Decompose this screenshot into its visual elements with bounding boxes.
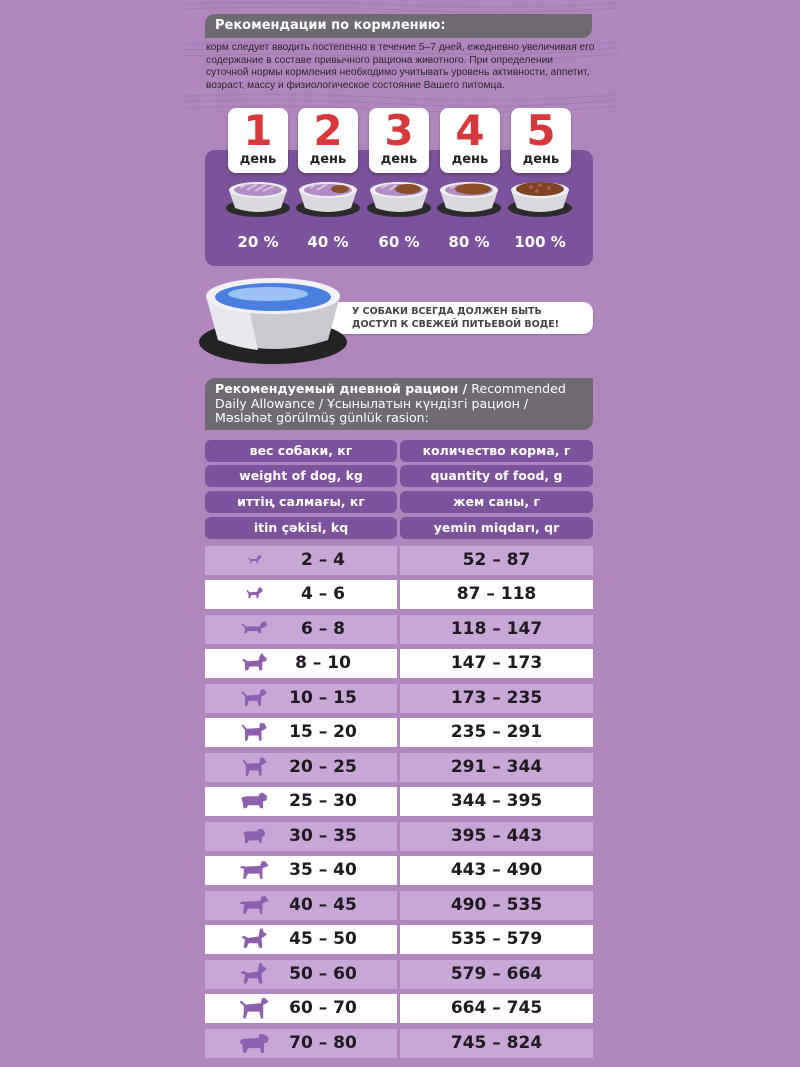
- daily-ration-title: [205, 378, 593, 430]
- day-label: день: [522, 152, 560, 167]
- weight-cell: 40 – 45: [205, 891, 397, 920]
- weight-cell: 8 – 10: [205, 649, 397, 678]
- dog-silhouette-icon: [239, 790, 269, 813]
- day-card-2: [298, 108, 358, 173]
- dog-silhouette-icon: [239, 721, 269, 744]
- food-cell: 535 – 579: [400, 925, 593, 954]
- dog-silhouette-icon: [239, 618, 269, 641]
- food-cell: 291 – 344: [400, 753, 593, 782]
- food-bowl-icon: [295, 178, 361, 220]
- weight-cell: 20 – 25: [205, 753, 397, 782]
- header-food-ru: количество корма, г: [400, 440, 593, 462]
- day-number: 2: [313, 106, 343, 155]
- dog-silhouette-icon: [237, 894, 271, 917]
- day-card-4: [440, 108, 500, 173]
- header-food-az: yemin miqdarı, qr: [400, 517, 593, 539]
- food-cell: 173 – 235: [400, 684, 593, 713]
- table-row: [205, 615, 593, 644]
- food-cell: 745 – 824: [400, 1029, 593, 1058]
- dog-silhouette-icon: [239, 652, 269, 675]
- dog-silhouette-icon: [243, 583, 265, 606]
- dog-silhouette-icon: [237, 1032, 271, 1055]
- dog-silhouette-icon: [245, 549, 263, 572]
- weight-cell: 15 – 20: [205, 718, 397, 747]
- food-cell: 344 – 395: [400, 787, 593, 816]
- food-cell: 147 – 173: [400, 649, 593, 678]
- table-row: [205, 546, 593, 575]
- water-notice-text: [352, 305, 582, 331]
- day-card-3: [369, 108, 429, 173]
- daily-ration-title-bold: Рекомендуемый дневной рацион /: [215, 381, 468, 396]
- food-cell: 235 – 291: [400, 718, 593, 747]
- food-bowl-icon: [225, 178, 291, 220]
- percent-label: 20 %: [237, 233, 279, 251]
- day-number: 5: [526, 106, 556, 155]
- percent-label: 100 %: [514, 233, 566, 251]
- table-row: [205, 684, 593, 713]
- dog-silhouette-icon: [239, 928, 269, 951]
- weight-cell: 25 – 30: [205, 787, 397, 816]
- table-row: [205, 787, 593, 816]
- table-row: [205, 1029, 593, 1058]
- table-row: [205, 649, 593, 678]
- food-cell: 395 – 443: [400, 822, 593, 851]
- food-cell: 443 – 490: [400, 856, 593, 885]
- day-number: 1: [243, 106, 273, 155]
- food-cell: 664 – 745: [400, 994, 593, 1023]
- water-notice-line: ДОСТУП К СВЕЖЕЙ ПИТЬЕВОЙ ВОДЕ!: [352, 319, 560, 330]
- table-row: [205, 925, 593, 954]
- header-food-kk: жем саны, г: [400, 491, 593, 513]
- feeding-instructions-text: корм следует вводить постепенно в течение 5–7 дней, ежедневно увеличивая его содержание в составе привычного рациона животного. При определении суточной нормы кормления необходимо учитывать уровень активности, аппетит, возраст, массу и физиологическое состояние Вашего питомца.: [206, 42, 595, 91]
- day-number: 3: [384, 106, 414, 155]
- day-label: день: [380, 152, 418, 167]
- day-label: день: [239, 152, 277, 167]
- weight-cell: 45 – 50: [205, 925, 397, 954]
- table-row: [205, 822, 593, 851]
- table-row: [205, 718, 593, 747]
- weight-cell: 2 – 4: [205, 546, 397, 575]
- food-cell: 87 – 118: [400, 580, 593, 609]
- food-cell: 579 – 664: [400, 960, 593, 989]
- day-label: день: [309, 152, 347, 167]
- food-cell: 52 – 87: [400, 546, 593, 575]
- table-row: [205, 753, 593, 782]
- food-cell: 490 – 535: [400, 891, 593, 920]
- dog-silhouette-icon: [239, 687, 269, 710]
- dog-silhouette-icon: [239, 756, 269, 779]
- weight-cell: 4 – 6: [205, 580, 397, 609]
- weight-cell: 30 – 35: [205, 822, 397, 851]
- dog-silhouette-icon: [239, 963, 269, 986]
- day-number: 4: [455, 106, 485, 155]
- food-bowl-icon: [366, 178, 432, 220]
- header-weight-kk: иттің салмағы, кг: [205, 491, 397, 513]
- weight-cell: 35 – 40: [205, 856, 397, 885]
- day-card-1: [228, 108, 288, 173]
- dog-silhouette-icon: [237, 859, 271, 882]
- day-label: день: [451, 152, 489, 167]
- table-row: [205, 994, 593, 1023]
- table-row: [205, 891, 593, 920]
- header-weight-ru: вес собаки, кг: [205, 440, 397, 462]
- dog-silhouette-icon: [237, 997, 271, 1020]
- header-food-en: quantity of food, g: [400, 465, 593, 487]
- header-weight-en: weight of dog, kg: [205, 465, 397, 487]
- percent-label: 40 %: [307, 233, 349, 251]
- food-bowl-icon: [436, 178, 502, 220]
- table-row: [205, 960, 593, 989]
- water-bowl-icon: [198, 274, 348, 366]
- daily-ration-title-rest: Recommended Daily Allowance / Ұсынылатын күндізгі рацион / Məsləhət görülmüş günlük rasion:: [215, 381, 566, 425]
- weight-cell: 6 – 8: [205, 615, 397, 644]
- percent-label: 80 %: [448, 233, 490, 251]
- dog-silhouette-icon: [241, 825, 267, 848]
- water-notice-line: У СОБАКИ ВСЕГДА ДОЛЖЕН БЫТЬ: [352, 306, 542, 317]
- table-row: [205, 580, 593, 609]
- day-card-5: [511, 108, 571, 173]
- feeding-recommendations-title: Рекомендации по кормлению:: [205, 14, 592, 38]
- weight-cell: 60 – 70: [205, 994, 397, 1023]
- food-cell: 118 – 147: [400, 615, 593, 644]
- header-weight-az: itin çəkisi, kq: [205, 517, 397, 539]
- food-bowl-icon: [507, 178, 573, 220]
- table-row: [205, 856, 593, 885]
- weight-cell: 50 – 60: [205, 960, 397, 989]
- weight-cell: 10 – 15: [205, 684, 397, 713]
- percent-label: 60 %: [378, 233, 420, 251]
- weight-cell: 70 – 80: [205, 1029, 397, 1058]
